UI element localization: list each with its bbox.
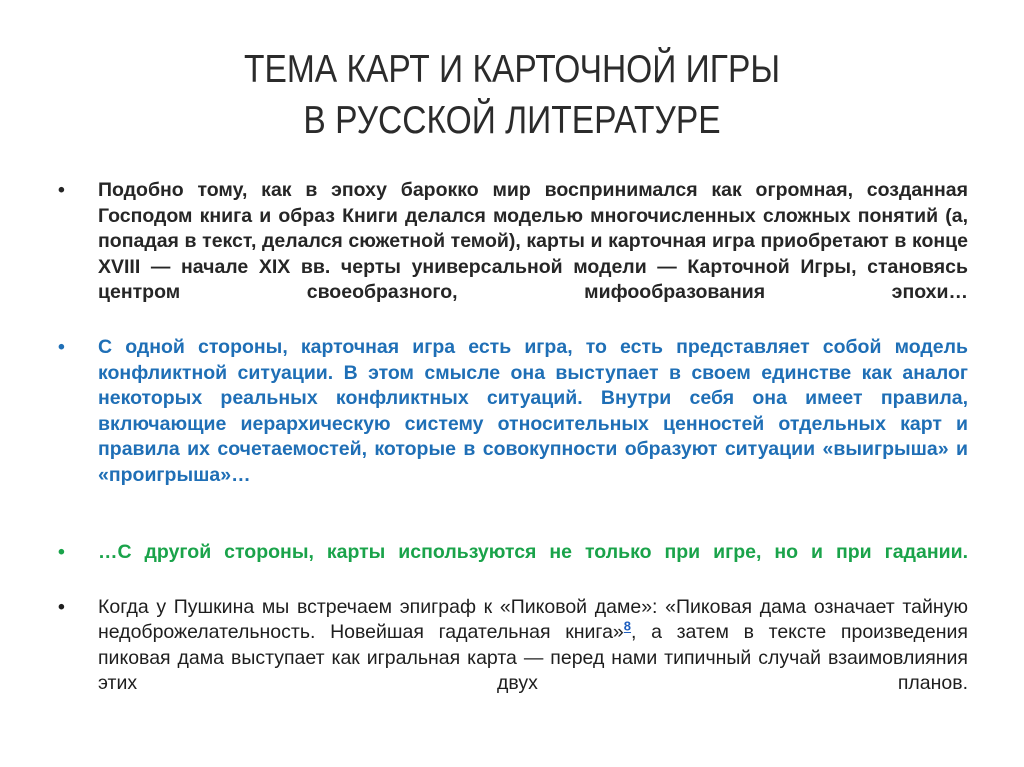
bullet-icon: • (58, 595, 65, 618)
paragraph-text-before-footnote: Когда у Пушкина мы встречаем эпиграф к «Пиковой даме»: «Пиковая дама означает тайную недоброжелательность. Новейшая гадательная книга» (98, 595, 968, 643)
paragraph-text: С одной стороны, карточная игра есть игра, то есть представляет собой модель конфликтной ситуации. В этом смысле она выступает в своем единстве как аналог некоторых реальных конфликтных ситуаций. Внутри себя она имеет правила, включающие иерархическую систему относительных ценностей отдельных карт и правила их сочетаемостей, которые в совокупности образуют ситуации «выигрыша» и «проигрыша»… (98, 336, 968, 486)
bullet-icon: • (58, 336, 65, 358)
paragraph-text (98, 595, 968, 723)
paragraph-text: Подобно тому, как в эпоху барокко мир воспринимался как огромная, созданная Господом книга и образ Книги делался моделью многочисленных сложных понятий (а, попадая в текст, делался сюжетной темой), карты и карточная игра приобретают в конце XVIII — начале XIX вв. черты универсальной модели — Карточной Игры, становясь центром своеобразного, мифообразования эпохи… (98, 179, 968, 303)
footnote-link[interactable]: 8 (623, 618, 632, 634)
slide-title (72, 44, 953, 146)
bullet-item-card-game (58, 335, 968, 514)
paragraph-text: …С другой стороны, карты используются не только при игре, но и при гадании. (98, 540, 968, 563)
bullet-list (58, 178, 968, 722)
bullet-icon: • (58, 179, 65, 201)
paragraph-text-after-footnote: , а затем в тексте произведения пиковая дама выступает как игральная карта — перед нами типичный случай взаимовлияния этих двух планов. (98, 621, 968, 694)
title-line-1: ТЕМА КАРТ И КАРТОЧНОЙ ИГРЫ (243, 48, 781, 91)
bullet-item-baroque (58, 178, 968, 331)
bullet-item-pushkin (58, 595, 968, 723)
title-line-2: В РУССКОЙ ЛИТЕРАТУРЕ (303, 99, 721, 142)
bullet-icon: • (58, 540, 65, 563)
bullet-item-fortune-telling (58, 540, 968, 591)
